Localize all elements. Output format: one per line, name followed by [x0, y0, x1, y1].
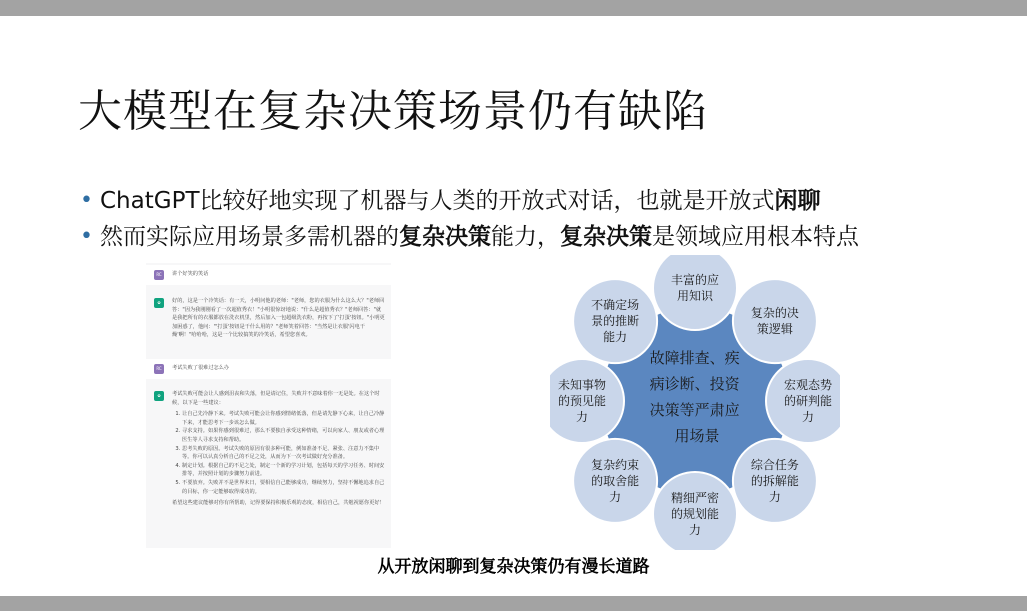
petal-circle [733, 279, 817, 363]
answer-list-item: 5. 不要放弃。失败并不是世界末日，要相信自己能够成功，继续努力，坚持不懈地追求自己的目标，你一定能够取得成功的。 [182, 479, 385, 496]
user-message-text: 考试失败了很难过怎么办 [172, 365, 230, 371]
petal-label-line: 用知识 [676, 289, 714, 303]
petal-label-line: 复杂的决 [750, 306, 799, 321]
answer-closing: 希望这些建议能够对你有所帮助，记得要保持积极乐观的态度，相信自己，共勉祝愿你更好！ [172, 500, 385, 507]
petal-label-line: 景的推断 [591, 314, 640, 329]
chat-screenshot [146, 263, 391, 548]
bullet-text: 然而实际应用场景多需机器的 [100, 224, 399, 250]
petal-label-line: 的规划能 [670, 507, 720, 521]
slide-title: 大模型在复杂决策场景仍有缺陷 [78, 86, 708, 137]
petal-label-line: 复杂约束 [591, 457, 640, 472]
petal-label-line: 精细严密 [670, 491, 720, 505]
chatgpt-logo-icon: ✿ [154, 298, 164, 308]
petal-label-line: 策逻辑 [756, 322, 793, 337]
bullet-bold: 复杂决策 [560, 224, 652, 250]
center-line: 用场景 [674, 427, 720, 445]
user-message [146, 265, 391, 285]
petal-label-line: 力 [688, 523, 702, 537]
top-bar [0, 0, 1027, 16]
bottom-bar [0, 596, 1027, 611]
bullet-dot-icon: • [80, 188, 93, 213]
user-avatar: RC [154, 364, 164, 374]
user-avatar: RC [154, 270, 164, 280]
petal-label-line: 的拆解能 [750, 473, 799, 488]
petal-label-line: 力 [575, 410, 589, 424]
answer-list-item: 1. 让自己先冷静下来。考试失败可能会让你感到情绪低落，但是请先静下心来，让自己冷静下来，才能思考下一步该怎么做。 [182, 410, 385, 427]
bullet-text: ChatGPT比较好地实现了机器与人类的开放式对话，也就是开放式 [100, 188, 775, 214]
bullet-bold: 闲聊 [774, 188, 821, 214]
bullet-item [80, 219, 1020, 255]
petal-label-line: 力 [609, 489, 622, 504]
center-line: 故障排查、疾 [649, 349, 740, 367]
center-line: 决策等严肃应 [649, 401, 740, 419]
bullet-list [80, 183, 1020, 255]
answer-list-item: 2. 寻求支持。如果你感到很难过，那么不要独自承受这种情绪，可以向家人、朋友或者心理医生等人寻求支持和帮助。 [182, 427, 385, 444]
petal-label-line: 的取舍能 [591, 473, 640, 488]
answer-list-item: 3. 思考失败的原因。考试失败的原因有很多种可能，例如准备不足、紧张、注意力不集中等。你可以认真分析自己的不足之处，从而为下一次考试做好充分准备。 [182, 445, 385, 462]
bullet-text: 是领域应用根本特点 [652, 224, 859, 250]
petal-label-line: 的研判能 [783, 394, 833, 408]
bullet-bold: 复杂决策 [399, 224, 491, 250]
chatgpt-logo-icon: ✿ [154, 391, 164, 401]
bullet-text: 能力， [491, 224, 560, 250]
petal-label-line: 综合任务 [750, 457, 799, 472]
center-line: 病诊断、投资 [649, 375, 740, 393]
petal-label-line: 的预见能 [557, 394, 607, 408]
bullet-item [80, 183, 1020, 219]
petal-label-line: 力 [768, 489, 781, 504]
petal-label-line: 不确定场 [591, 298, 640, 313]
answer-list [182, 410, 385, 496]
slide-caption: 从开放闲聊到复杂决策仍有漫长道路 [377, 557, 650, 577]
assistant-message-text: 好的，这是一个冷笑话：有一天，小明问他的老师："老师，您的衣服为什么这么大？"老师回答："因为我刚刚看了一次超值秀衣！"小明很惊讶地说："什么是超值秀衣？"老师回答："就是我把所有的衣服都放在洗衣机里，然后加入一包超级洗衣粉，再按下了'打蛋'按钮。"小明更加困惑了，他问："'打蛋'按钮是干什么用的？"老师笑着回答："当然是让衣服'闪电干燥'啊！"哈哈哈，这是一个比较搞笑的冷笑话，希望您喜欢。 [172, 298, 385, 339]
petal-label-line: 宏观态势 [783, 378, 833, 392]
answer-list-item: 4. 制定计划。根据自己的不足之处，制定一个新的学习计划，包括每天的学习任务、时间安排等，并按照计划的步骤努力前进。 [182, 462, 385, 479]
decision-ability-diagram [550, 255, 840, 550]
petal-label-line: 未知事物 [557, 378, 607, 392]
answer-intro: 考试失败可能会让人感到沮丧和失落，但是请记住，失败并不意味着你一无是处。在这个时候，以下是一些建议： [172, 391, 380, 406]
bullet-dot-icon: • [80, 224, 93, 249]
petal-label-line: 丰富的应 [670, 273, 720, 287]
assistant-message-text [172, 390, 385, 508]
assistant-message [146, 291, 391, 355]
user-message [146, 359, 391, 379]
petal-label-line: 力 [801, 410, 815, 424]
user-message-text: 讲个好笑的笑话 [172, 271, 209, 277]
assistant-message [146, 385, 391, 548]
petal-label-line: 能力 [603, 330, 628, 345]
